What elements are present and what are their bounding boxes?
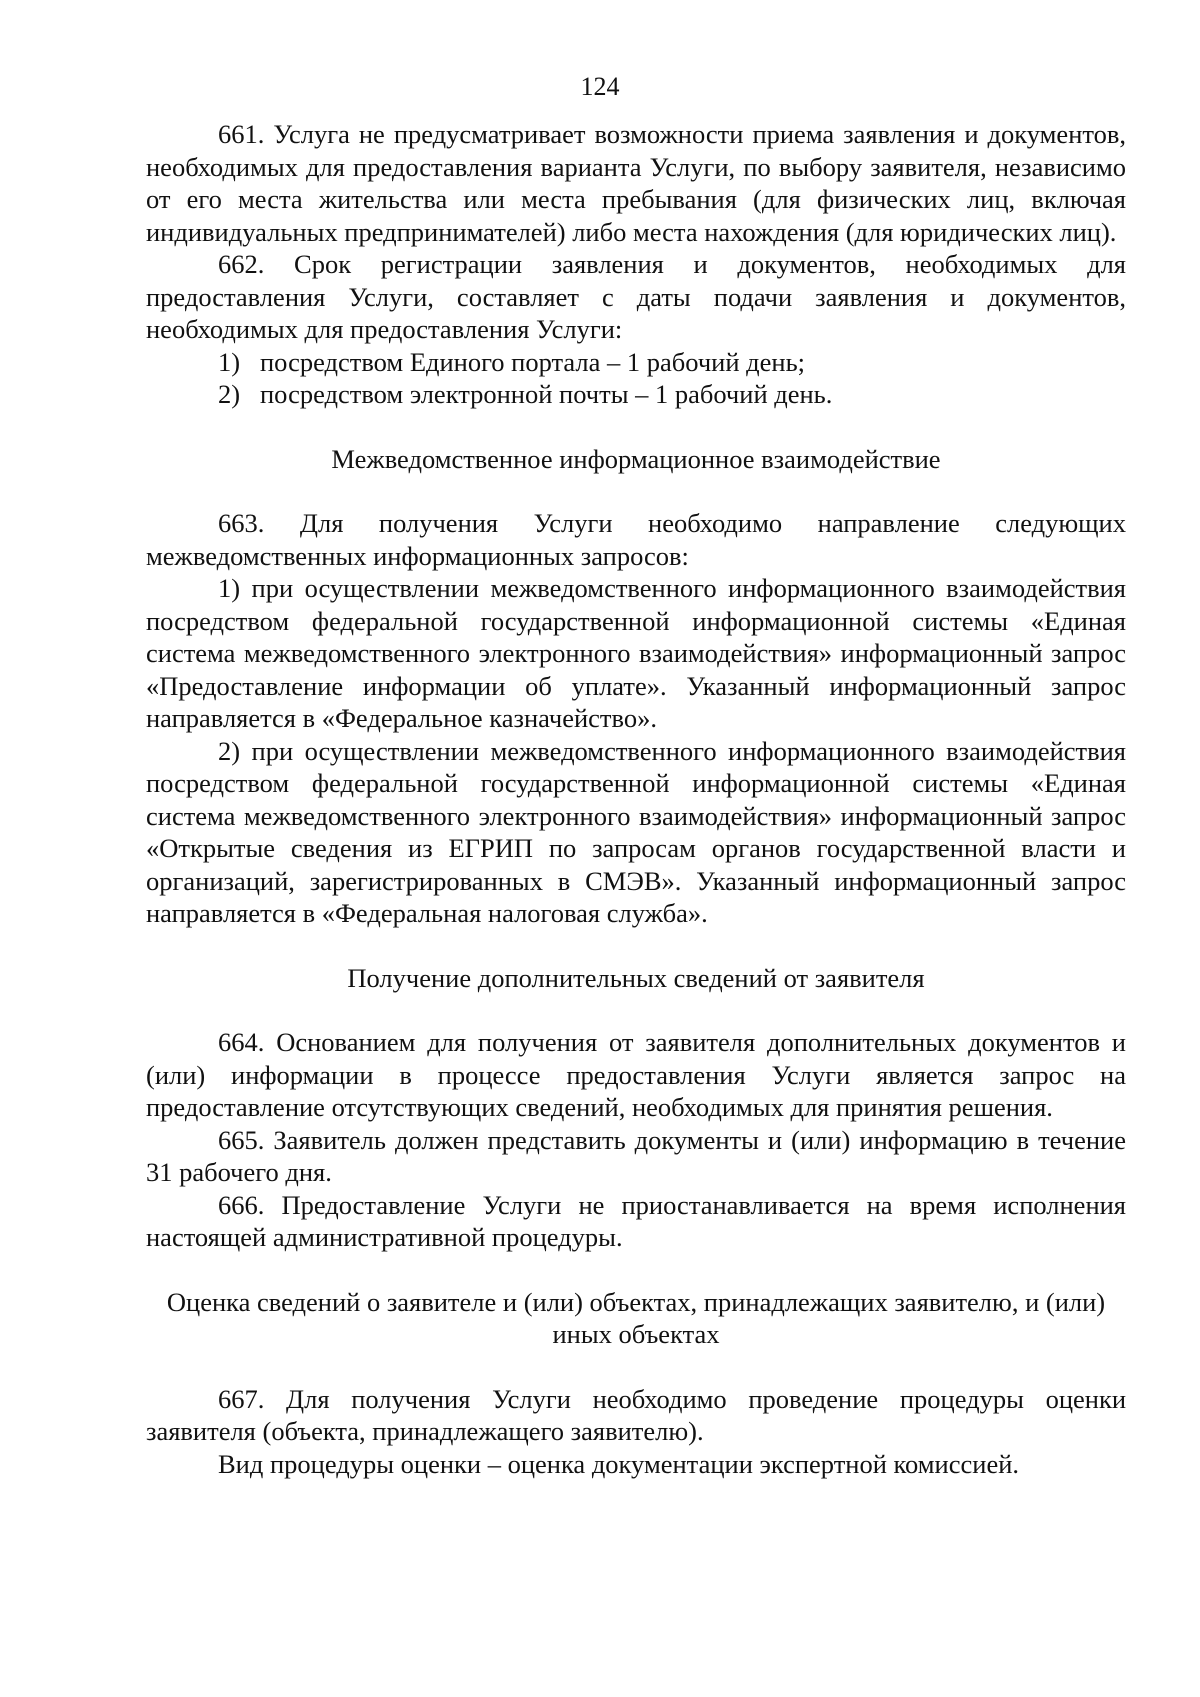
list-text: посредством Единого портала – 1 рабочий день; xyxy=(260,346,806,377)
paragraph-663-2: 2) при осуществлении межведомственного информационного взаимодействия посредством федеральной государственной информационной системы «Единая система межведомственного электронного взаимодействия» информационный запрос «Открытые сведения из ЕГРИП по запросам органов государственной власти и организаций, зарегистрированных в СМЭВ». Указанный информационный запрос направляется в «Федеральная налоговая служба». xyxy=(146,735,1126,928)
list-item-662-2 xyxy=(146,378,1126,411)
list-text: посредством электронной почты – 1 рабочий день. xyxy=(260,379,833,409)
paragraph-663-1: 1) при осуществлении межведомственного информационного взаимодействия посредством федеральной государственной информационной системы «Единая система межведомственного электронного взаимодействия» информационный запрос «Предоставление информации об уплате». Указанный информационный запрос направляется в «Федеральное казначейство». xyxy=(146,573,1126,733)
section-heading-assessment: Оценка сведений о заявителе и (или) объектах, принадлежащих заявителю, и (или) иных объектах xyxy=(166,1286,1106,1349)
paragraph-664: 664. Основанием для получения от заявителя дополнительных документов и (или) информации в процессе предоставления Услуги является запрос на предоставление отсутствующих сведений, необходимых для принятия решения. xyxy=(146,1027,1126,1122)
section-heading-interagency: Межведомственное информационное взаимодействие xyxy=(331,443,941,474)
list-number: 1) xyxy=(218,346,241,377)
paragraph-666: 666. Предоставление Услуги не приостанавливается на время исполнения настоящей административной процедуры. xyxy=(146,1189,1126,1252)
paragraph-661: 661. Услуга не предусматривает возможности приема заявления и документов, необходимых для предоставления варианта Услуги, по выбору заявителя, независимо от его места жительства или места пребывания (для физических лиц, включая индивидуальных предпринимателей) либо места нахождения (для юридических лиц). xyxy=(146,119,1126,247)
section-heading-additional-info: Получение дополнительных сведений от заявителя xyxy=(347,962,925,993)
paragraph-663: 663. Для получения Услуги необходимо направление следующих межведомственных информационных запросов: xyxy=(146,508,1126,571)
paragraph-assessment-type: Вид процедуры оценки – оценка документации экспертной комиссией. xyxy=(218,1448,1020,1479)
paragraph-662: 662. Срок регистрации заявления и документов, необходимых для предоставления Услуги, составляет с даты подачи заявления и документов, необходимых для предоставления Услуги: xyxy=(146,249,1126,344)
list-item-662-1 xyxy=(146,346,1126,379)
page-number: 124 xyxy=(580,72,620,101)
paragraph-667: 667. Для получения Услуги необходимо проведение процедуры оценки заявителя (объекта, принадлежащего заявителю). xyxy=(146,1383,1126,1446)
document-body xyxy=(146,118,1126,1480)
list-number: 2) xyxy=(218,379,241,409)
paragraph-665: 665. Заявитель должен представить документы и (или) информацию в течение 31 рабочего дня. xyxy=(146,1124,1126,1187)
